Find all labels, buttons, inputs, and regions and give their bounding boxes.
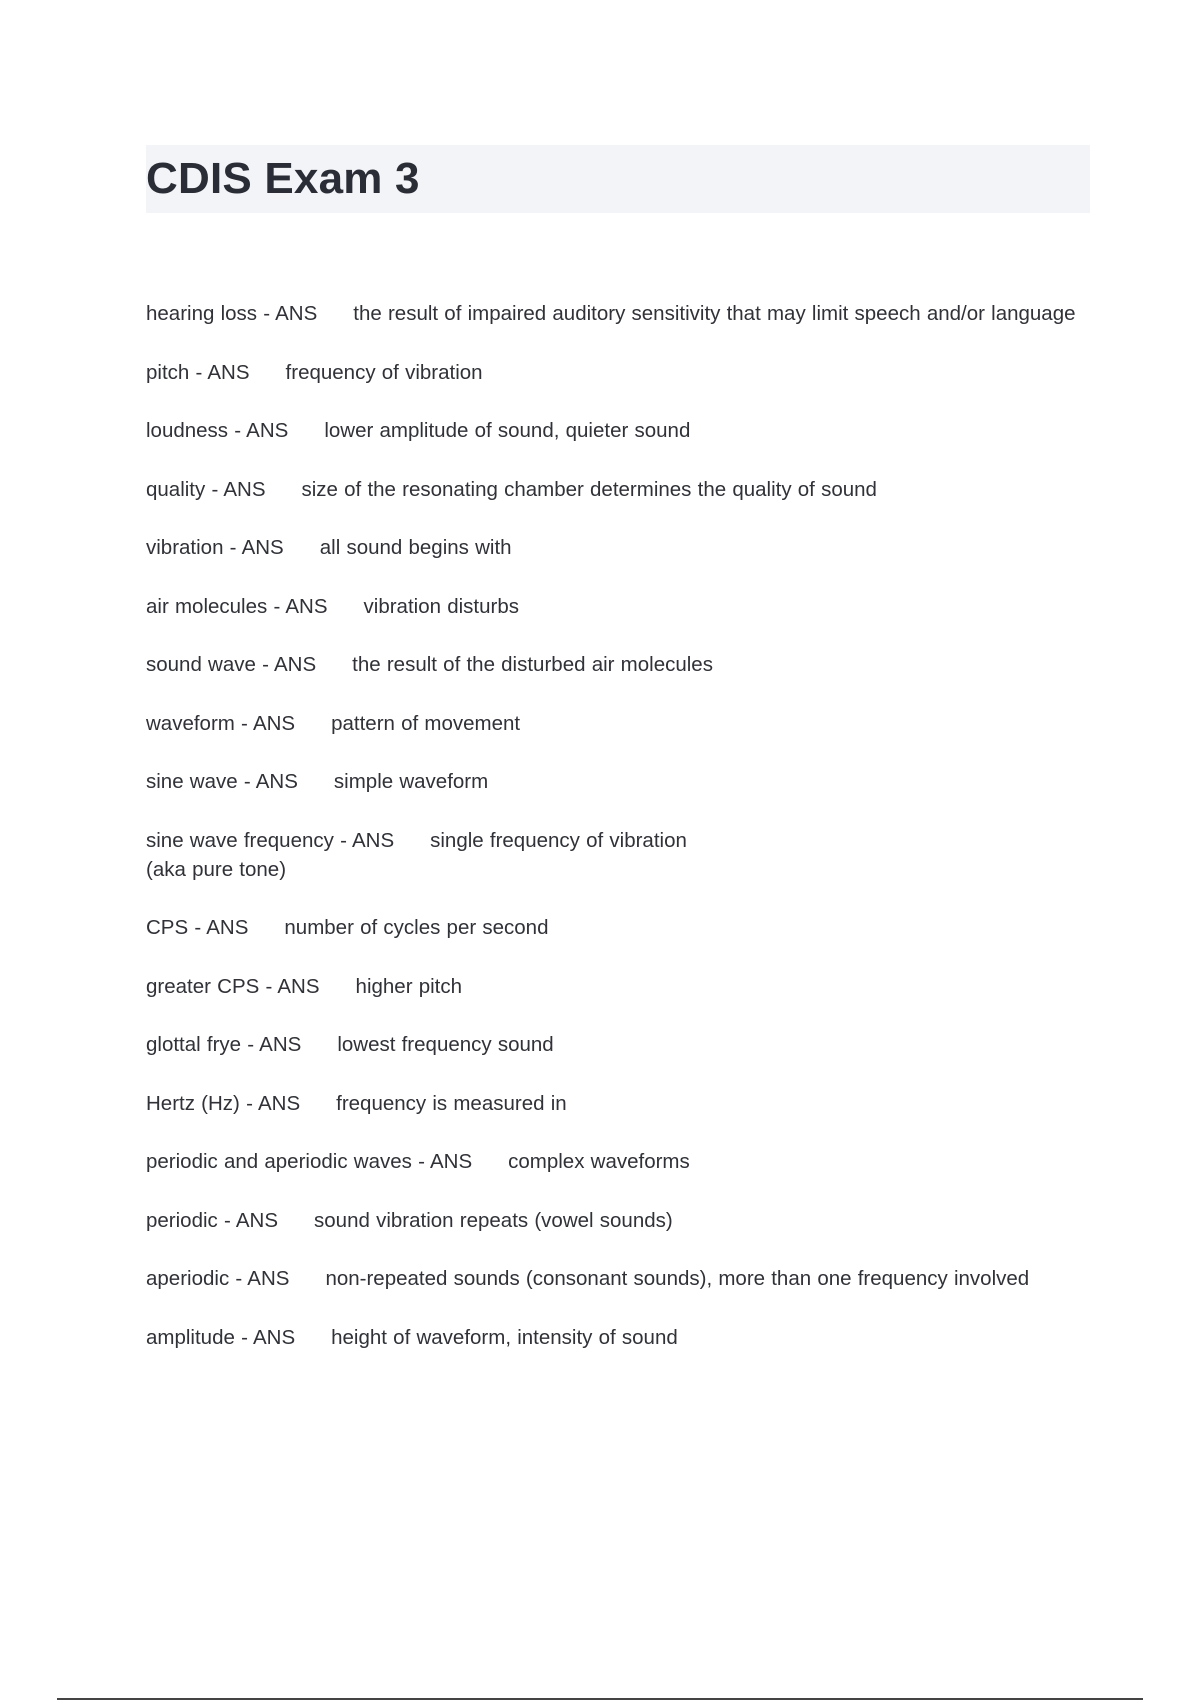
entry-definition: the result of impaired auditory sensitivity that may limit speech and/or language bbox=[353, 302, 1076, 325]
entry-term: air molecules - ANS bbox=[146, 594, 328, 618]
entry-definition: number of cycles per second bbox=[284, 916, 549, 939]
entry-term: hearing loss - ANS bbox=[146, 302, 318, 325]
entry-definition: frequency of vibration bbox=[285, 360, 483, 384]
entry-definition: pattern of movement bbox=[331, 711, 521, 735]
list-item bbox=[146, 592, 1076, 621]
entry-term: periodic and aperiodic waves - ANS bbox=[146, 1150, 473, 1173]
entry-term: aperiodic - ANS bbox=[146, 1267, 290, 1290]
entry-term: pitch - ANS bbox=[146, 360, 250, 384]
entry-term: sine wave - ANS bbox=[146, 770, 298, 793]
entry-definition: size of the resonating chamber determines the quality of sound bbox=[301, 477, 877, 501]
list-item bbox=[146, 826, 1076, 884]
list-item bbox=[146, 1089, 1076, 1118]
list-item bbox=[146, 299, 1076, 328]
list-item bbox=[146, 1206, 1076, 1235]
entry-term: vibration - ANS bbox=[146, 536, 284, 559]
entry-term: loudness - ANS bbox=[146, 419, 289, 442]
entry-term: glottal frye - ANS bbox=[146, 1033, 302, 1056]
entry-definition: the result of the disturbed air molecules bbox=[352, 653, 713, 676]
page-title: CDIS Exam 3 bbox=[146, 154, 420, 203]
entry-definition: non-repeated sounds (consonant sounds), more than one frequency involved bbox=[325, 1267, 1030, 1290]
entry-definition: lowest frequency sound bbox=[337, 1033, 554, 1056]
list-item bbox=[146, 1030, 1076, 1059]
entry-term: quality - ANS bbox=[146, 477, 266, 501]
entry-definition: all sound begins with bbox=[319, 536, 512, 559]
entry-definition: height of waveform, intensity of sound bbox=[331, 1325, 678, 1349]
entry-definition: lower amplitude of sound, quieter sound bbox=[324, 419, 691, 442]
title-band bbox=[146, 145, 1090, 213]
entry-term: waveform - ANS bbox=[146, 711, 296, 735]
entry-definition: vibration disturbs bbox=[363, 594, 519, 618]
list-item bbox=[146, 358, 1076, 387]
list-item bbox=[146, 416, 1076, 445]
entry-term: Hertz (Hz) - ANS bbox=[146, 1091, 301, 1115]
list-item bbox=[146, 1264, 1076, 1293]
entry-definition: complex waveforms bbox=[508, 1150, 690, 1173]
list-item bbox=[146, 1147, 1076, 1176]
entry-definition: higher pitch bbox=[355, 974, 463, 998]
entry-term: periodic - ANS bbox=[146, 1208, 279, 1232]
list-item bbox=[146, 709, 1076, 738]
list-item bbox=[146, 650, 1076, 679]
flashcard-list bbox=[146, 299, 1076, 1381]
list-item bbox=[146, 972, 1076, 1001]
list-item bbox=[146, 767, 1076, 796]
list-item bbox=[146, 533, 1076, 562]
entry-definition: simple waveform bbox=[333, 770, 489, 793]
entry-term: sine wave frequency - ANS bbox=[146, 828, 395, 852]
entry-continuation: (aka pure tone) bbox=[146, 857, 287, 881]
list-item bbox=[146, 475, 1076, 504]
entry-term: greater CPS - ANS bbox=[146, 974, 320, 998]
entry-definition: single frequency of vibration bbox=[430, 828, 687, 852]
entry-term: amplitude - ANS bbox=[146, 1325, 296, 1349]
entry-definition: frequency is measured in bbox=[336, 1091, 567, 1115]
list-item bbox=[146, 1323, 1076, 1352]
entry-definition: sound vibration repeats (vowel sounds) bbox=[314, 1208, 673, 1232]
entry-term: sound wave - ANS bbox=[146, 653, 317, 676]
entry-term: CPS - ANS bbox=[146, 916, 249, 939]
list-item bbox=[146, 913, 1076, 942]
